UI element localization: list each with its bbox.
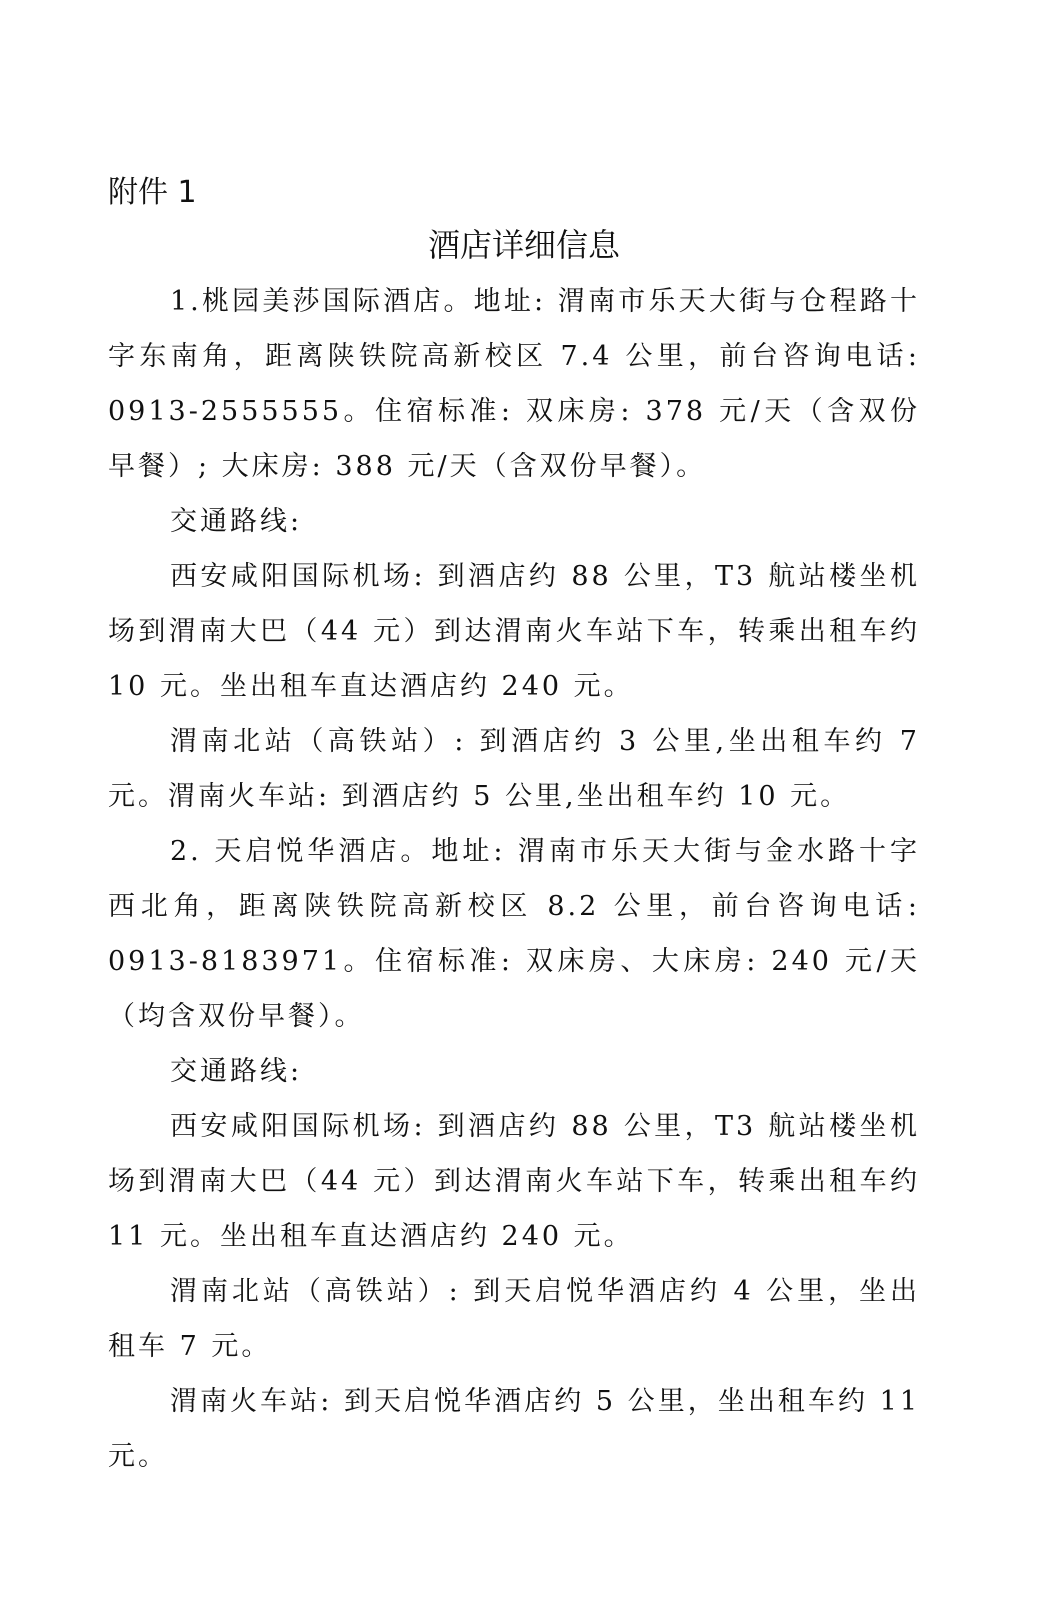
hotel-2-transport-heading: 交通路线:	[170, 1056, 303, 1087]
hotel-2-train-station-route: 渭南火车站: 到天启悦华酒店约 5 公里，坐出租车约 11 元。	[108, 1386, 920, 1472]
hotel-1-transport-heading: 交通路线:	[170, 506, 303, 537]
annex-label: 附件 1	[108, 175, 197, 210]
document-body	[108, 274, 920, 1484]
hotel-2-north-station-route: 渭南北站（高铁站）: 到天启悦华酒店约 4 公里，坐出租车 7 元。	[108, 1276, 920, 1362]
hotel-1-info: 1.桃园美莎国际酒店。地址: 渭南市乐天大街与仓程路十字东南角，距离陕铁院高新校区 7.4 公里，前台咨询电话: 0913-2555555。住宿标准: 双床房: 378 元/天（含双份早餐）; 大床房: 388 元/天（含双份早餐）。	[108, 286, 920, 482]
page-title: 酒店详细信息	[427, 226, 620, 264]
hotel-1-airport-route: 西安咸阳国际机场: 到酒店约 88 公里，T3 航站楼坐机场到渭南大巴（44 元）到达渭南火车站下车，转乘出租车约 10 元。坐出租车直达酒店约 240 元。	[108, 561, 920, 702]
hotel-1-station-route: 渭南北站（高铁站）: 到酒店约 3 公里,坐出租车约 7 元。渭南火车站: 到酒店约 5 公里,坐出租车约 10 元。	[108, 726, 920, 812]
hotel-2-airport-route: 西安咸阳国际机场: 到酒店约 88 公里，T3 航站楼坐机场到渭南大巴（44 元）到达渭南火车站下车，转乘出租车约 11 元。坐出租车直达酒店约 240 元。	[108, 1111, 920, 1252]
hotel-2-info: 2. 天启悦华酒店。地址: 渭南市乐天大街与金水路十字西北角，距离陕铁院高新校区 8.2 公里，前台咨询电话: 0913-8183971。住宿标准: 双床房、大床房: 240 元/天（均含双份早餐）。	[108, 836, 920, 1032]
